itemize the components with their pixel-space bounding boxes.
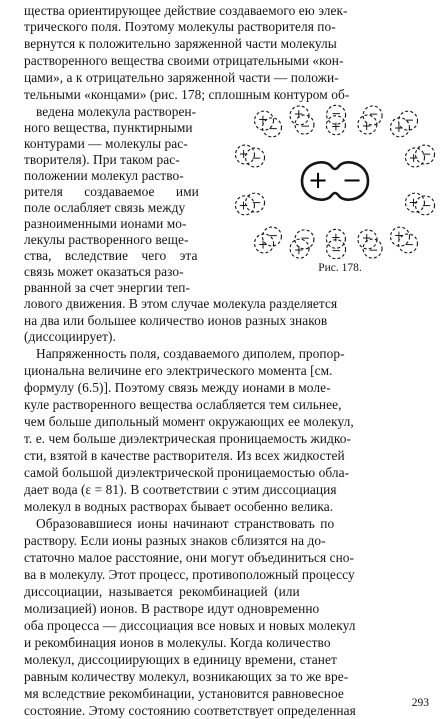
text-line: молизацией) ионов. В растворе идут одновременно [24, 601, 320, 616]
solvent-dipole [290, 230, 314, 258]
text-line: чем больше дипольный момент окружающих ее молекул, [24, 414, 354, 429]
text-line: положении молекул раство- [24, 168, 184, 183]
text-line: и рекомбинация ионов в молекулы. Когда количество [24, 635, 331, 650]
solvent-far-sign: + [238, 147, 249, 162]
solvent-far-sign: + [257, 237, 269, 252]
solvent-near-sign: + [393, 228, 404, 243]
text-line: поле ослабляет связь между [24, 200, 186, 215]
solvent-dipole [326, 229, 345, 258]
text-line: мя вследствие рекомбинации, установится равновесное [24, 686, 344, 701]
text-line: оба процесса — диссоциация все новых и новых молекул [24, 618, 356, 633]
figure-caption: Рис. 178. [318, 262, 362, 274]
solvent-far-sign: − [368, 107, 379, 122]
text-line: статочно малое расстояние, они могут объединиться сно- [24, 550, 355, 565]
solvent-far-sign: + [238, 198, 249, 213]
text-line: цами», а к отрицательно заряженной части — положи- [24, 70, 339, 85]
figure-178-dipole-solvation [238, 106, 432, 286]
text-line: дает вода (ε = 81). В соответствии с этим диссоциация [24, 482, 337, 497]
text-line: связь может оказаться разо- [24, 264, 184, 279]
text-line: равным количеству молекул, возникающих за то же вре- [24, 669, 349, 684]
solvent-far-sign: − [404, 237, 415, 252]
text-line: рителя создаваемое ими [24, 184, 199, 199]
text-line: ства, вследствие чего эта [24, 248, 198, 263]
page-number: 293 [411, 697, 429, 709]
text-line: трического поля. Поэтому молекулы растворителя по- [24, 19, 336, 34]
solvent-dipole [326, 105, 345, 134]
solute-molecule [302, 162, 368, 199]
solvent-near-sign: + [408, 150, 419, 165]
text-line: (диссоциирует). [24, 329, 116, 344]
text-line: разноименными ионами мо- [24, 216, 187, 231]
solvent-dipole [405, 145, 434, 167]
text-line: формулу (6.5)]. Поэтому связь между ионами в моле- [24, 380, 331, 395]
text-line: рванной за счет энергии теп- [24, 280, 191, 295]
solvent-dipole [235, 193, 264, 215]
solvent-far-sign: − [421, 198, 432, 213]
solvation-diagram [238, 106, 432, 258]
solvent-dipole [235, 145, 264, 167]
text-line: ведена молекула растворен- [36, 104, 197, 119]
solvent-near-sign: + [361, 118, 372, 133]
solvent-far-sign: − [331, 106, 342, 121]
text-line: лового движения. В этом случае молекула разделяется [24, 296, 338, 311]
text-line: состояние. Этому состоянию соответствует определенная [24, 703, 356, 718]
solvent-far-sign: − [404, 112, 415, 127]
text-line: самой большой диэлектрической проницаемостью обла- [24, 465, 350, 480]
text-line: Образовавшиеся ионы начинают странствовать по [36, 516, 335, 531]
text-line: молекул, диссоциирующих в единицу времени, станет [24, 652, 337, 667]
solvent-far-sign: + [293, 242, 304, 257]
text-line: молекул в водных растворах бывает особенно велика. [24, 499, 334, 514]
solvent-near-sign: − [300, 118, 311, 133]
solvent-dipole [390, 111, 417, 137]
solvent-near-sign: − [251, 195, 262, 210]
text-line: творителя). При таком рас- [24, 152, 180, 167]
text-line: ва в молекулу. Этот процесс, противоположный процессу [24, 567, 355, 582]
text-line: растворенного вещества своими отрицательными «кон- [24, 53, 344, 68]
solvent-near-sign: − [300, 231, 311, 246]
text-line: диссоциации, называется рекомбинацией (или [24, 584, 300, 599]
solvent-far-sign: − [421, 147, 432, 162]
solute-plus-sign: + [307, 166, 329, 194]
solvent-far-sign: + [257, 112, 268, 127]
text-line: ного вещества, пунктирными [24, 120, 193, 135]
text-line: щества ориентирующее действие создаваемого ею элек- [24, 3, 348, 18]
solvent-near-sign: + [330, 230, 341, 245]
text-line: Напряженность поля, создаваемого диполем, пропор- [36, 346, 345, 361]
solvent-far-sign: − [368, 242, 379, 257]
text-line: сти, взятой в качестве растворителя. Из всех жидкостей [24, 448, 345, 463]
solvent-near-sign: − [251, 150, 262, 165]
solvent-far-sign: + [293, 107, 304, 122]
solvent-dipole [405, 193, 434, 215]
text-line: т. е. чем больше диэлектрическая проницаемость жидко- [24, 431, 351, 446]
solvent-dipole [255, 111, 282, 137]
solvent-dipole [391, 227, 418, 253]
solvent-near-sign: + [408, 195, 419, 210]
solvent-near-sign: + [361, 231, 372, 246]
text-line: куле растворенного вещества ослабляется тем сильнее, [24, 397, 342, 412]
text-line: на два или большее количество ионов разных знаков [24, 313, 328, 328]
solvent-dipole [290, 106, 314, 134]
solvent-dipole [358, 106, 382, 134]
solvent-near-sign: + [393, 121, 404, 136]
text-line: вернутся к положительно заряженной части молекулы [24, 36, 337, 51]
solvent-dipole [255, 227, 282, 253]
solute-minus-sign: − [341, 166, 363, 194]
text-line: раствору. Если ионы разных знаков сблизятся на до- [24, 533, 326, 548]
solvent-dipole [358, 230, 382, 258]
solvent-near-sign: − [267, 228, 279, 243]
solvent-far-sign: − [331, 243, 342, 258]
text-line: лекулы растворенного веще- [24, 232, 189, 247]
solvent-near-sign: − [268, 121, 279, 136]
text-line: контурами — молекулы рас- [24, 136, 188, 151]
solvent-near-sign: + [330, 119, 341, 134]
text-line: тельными «концами» (рис. 178; сплошным контуром об- [24, 87, 350, 102]
text-line: циональна величине его электрического момента [см. [24, 363, 333, 378]
